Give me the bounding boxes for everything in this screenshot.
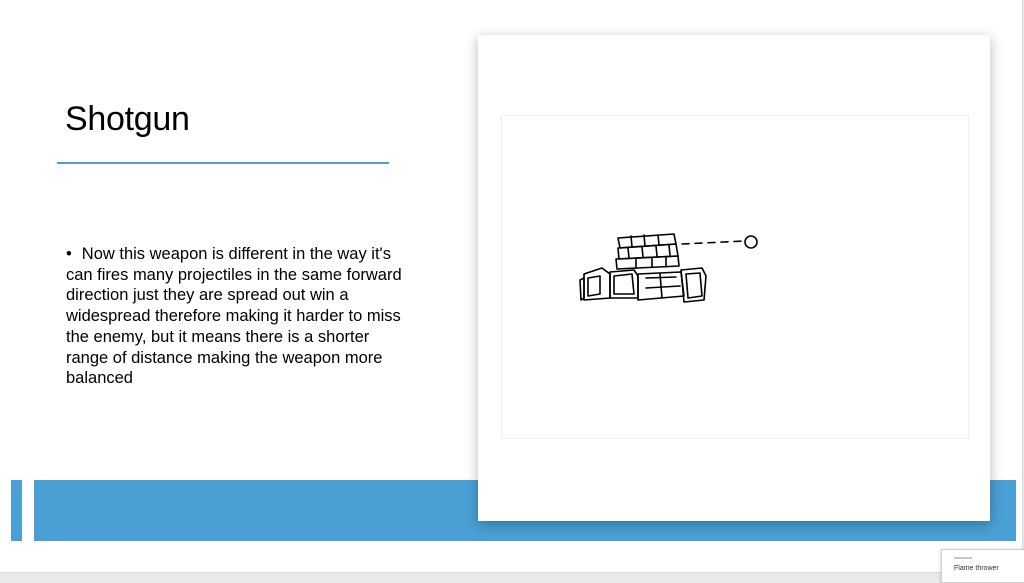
bullet-symbol: •: [66, 245, 72, 263]
picture-card[interactable]: [478, 35, 990, 521]
bullet-text: Now this weapon is different in the way it's can fires many projectiles in the same forward direction just they are spread out win a widespread therefore making it harder to miss the enemy, but it means there is a shorter range of distance making the weapon more balanced: [66, 245, 402, 388]
thumbnail-title-line: [954, 557, 972, 559]
thumbnail-label: Flame thrower: [954, 565, 999, 572]
slide-title[interactable]: Shotgun: [65, 100, 190, 138]
shotgun-sketch-icon: [576, 228, 766, 318]
bullet-paragraph[interactable]: [66, 244, 411, 389]
title-underline: [57, 162, 389, 164]
accent-band-small: [11, 480, 22, 541]
next-slide-thumbnail[interactable]: [941, 549, 1024, 583]
picture-frame: [501, 115, 969, 439]
